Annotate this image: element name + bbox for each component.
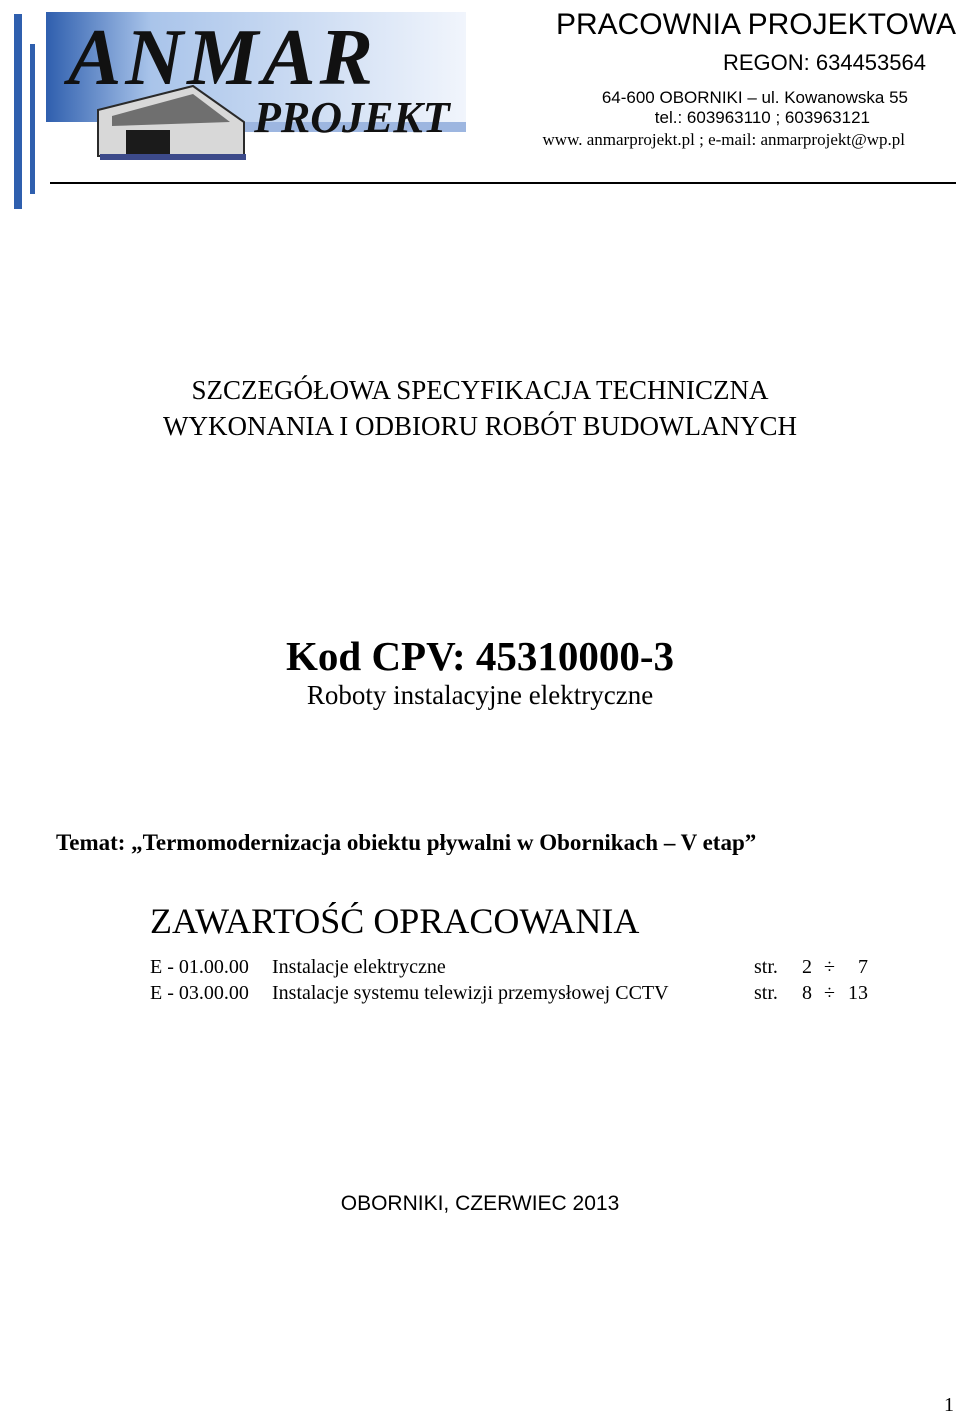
contents-item <box>150 956 880 982</box>
contents-item-page-to: 7 <box>858 956 868 978</box>
cpv-description: Roboty instalacyjne elektryczne <box>306 680 654 710</box>
company-logo <box>8 4 468 209</box>
contents-item-page-from: 8 <box>802 982 812 1004</box>
contents-item-code: E - 03.00.00 <box>150 982 249 1004</box>
company-web-email: www. anmarprojekt.pl ; e-mail: anmarprojekt@wp.pl <box>542 130 905 149</box>
logo-brand-text: ANMAR <box>68 14 377 102</box>
contents-title: ZAWARTOŚĆ OPRACOWANIA <box>150 901 640 941</box>
contents-item-page-to: 13 <box>848 982 868 1004</box>
place-and-date: OBORNIKI, CZERWIEC 2013 <box>340 1192 620 1215</box>
project-topic: Temat: „Termomodernizacja obiektu pływalni w Obornikach – V etap” <box>56 830 757 855</box>
contents-item-title: Instalacje systemu telewizji przemysłowej CCTV <box>272 982 669 1004</box>
company-regon: REGON: 634453564 <box>722 50 926 75</box>
contents-item-page-separator: ÷ <box>824 956 835 978</box>
contents-item-page-label: str. <box>754 982 778 1004</box>
logo-sub-text: PROJEKT <box>254 93 450 142</box>
contents-item-page-from: 2 <box>802 956 812 978</box>
company-address: 64-600 OBORNIKI – ul. Kowanowska 55 <box>601 88 908 107</box>
contents-item-page-label: str. <box>754 956 778 978</box>
company-phone: tel.: 603963110 ; 603963121 <box>654 108 870 127</box>
spec-title-line-1: SZCZEGÓŁOWA SPECYFIKACJA TECHNICZNA <box>191 375 769 405</box>
contents-item <box>150 982 880 1008</box>
page-number: 1 <box>944 1394 954 1416</box>
header-divider <box>50 182 956 184</box>
cpv-code: Kod CPV: 45310000-3 <box>286 633 674 679</box>
contents-item-title: Instalacje elektryczne <box>272 956 446 978</box>
contents-item-page-separator: ÷ <box>824 982 835 1004</box>
spec-title-line-2: WYKONANIA I ODBIORU ROBÓT BUDOWLANYCH <box>163 411 797 441</box>
company-name: PRACOWNIA PROJEKTOWA <box>555 8 956 41</box>
contents-item-code: E - 01.00.00 <box>150 956 249 978</box>
